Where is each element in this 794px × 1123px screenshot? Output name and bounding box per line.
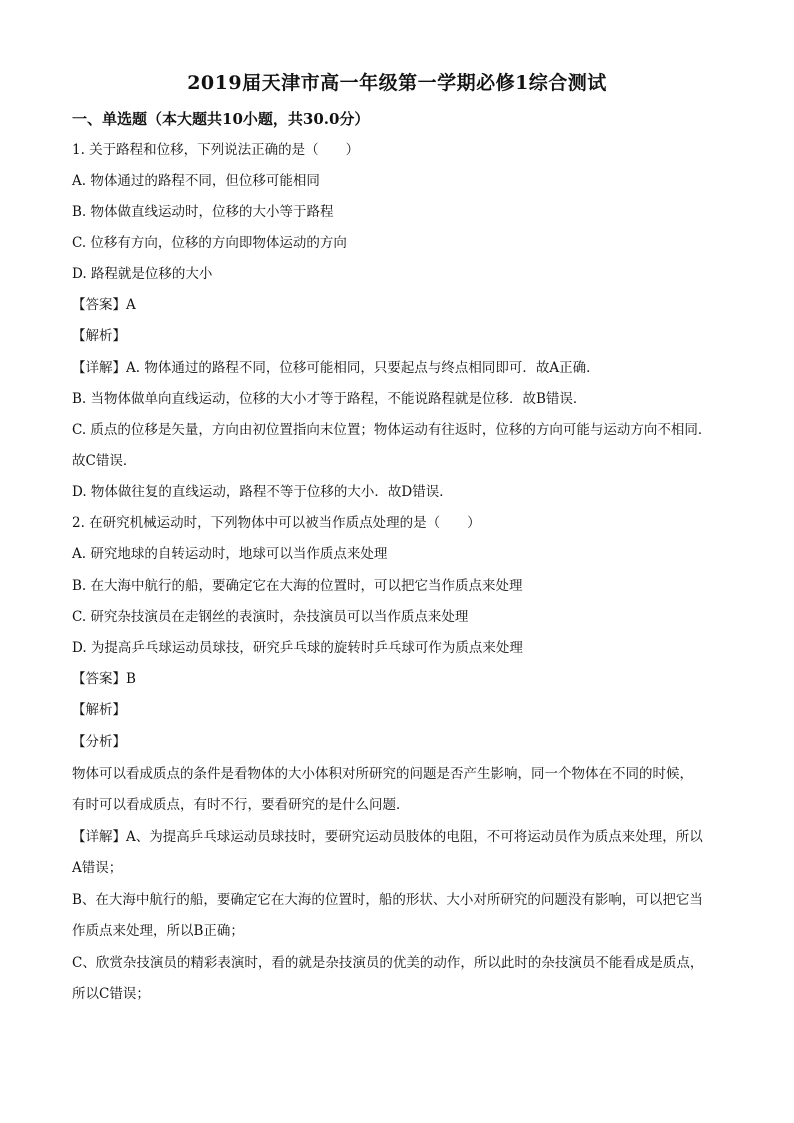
question-2-detail-b-cont: 作质点来处理，所以B正确；	[72, 923, 244, 939]
question-2-detail-a: 【详解】A、为提高乒乓球运动员球技时，要研究运动员肢体的电阻，不可将运动员作为质点来处理，所以	[72, 829, 703, 845]
question-2-reasoning-1: 物体可以看成质点的条件是看物体的大小体积对所研究的问题是否产生影响，同一个物体在不同的时候，	[72, 766, 693, 782]
question-1-option-b: B. 物体做直线运动时，位移的大小等于路程	[72, 204, 334, 220]
section-heading: 一、单选题（本大题共10小题，共30.0分）	[72, 110, 370, 128]
question-2-option-a: A. 研究地球的自转运动时，地球可以当作质点来处理	[72, 546, 388, 562]
question-1-option-d: D. 路程就是位移的大小	[72, 266, 213, 282]
question-2-option-c: C. 研究杂技演员在走钢丝的表演时，杂技演员可以当作质点来处理	[72, 609, 469, 625]
question-2-option-b: B. 在大海中航行的船，要确定它在大海的位置时，可以把它当作质点来处理	[72, 578, 523, 594]
question-1-detail-c: C. 质点的位移是矢量，方向由初位置指向末位置；物体运动有往返时，位移的方向可能与运动方向不相同．	[72, 422, 712, 438]
question-2-detail-b: B、在大海中航行的船，要确定它在大海的位置时，船的形状、大小对所研究的问题没有影响，可以把它当	[72, 892, 703, 908]
question-1-detail-a: 【详解】A. 物体通过的路程不同，位移可能相同，只要起点与终点相同即可．故A正确．	[72, 360, 600, 376]
question-2-detail-a-cont: A错误；	[72, 860, 123, 876]
question-1-answer: 【答案】A	[72, 297, 136, 313]
question-1-detail-b: B. 当物体做单向直线运动，位移的大小才等于路程，不能说路程就是位移．故B错误．	[72, 391, 587, 407]
question-2-analysis-label: 【解析】	[72, 702, 126, 718]
document-title: 2019届天津市高一年级第一学期必修1综合测试	[187, 72, 607, 94]
question-2-answer: 【答案】B	[72, 671, 136, 687]
question-1-detail-c-cont: 故C错误．	[72, 453, 137, 469]
question-2-detail-c-cont: 所以C错误；	[72, 986, 150, 1002]
question-2-reasoning-label: 【分析】	[72, 734, 126, 750]
question-2-reasoning-2: 有时可以看成质点，有时不行，要看研究的是什么问题．	[72, 797, 410, 813]
question-1-option-c: C. 位移有方向，位移的方向即物体运动的方向	[72, 235, 347, 251]
question-1-stem: 1. 关于路程和位移，下列说法正确的是（ ）	[72, 142, 360, 158]
question-2-stem: 2. 在研究机械运动时，下列物体中可以被当作质点处理的是（ ）	[72, 515, 481, 531]
question-1-detail-d: D. 物体做往复的直线运动，路程不等于位移的大小．故D错误．	[72, 484, 453, 500]
question-2-detail-c: C、欣赏杂技演员的精彩表演时，看的就是杂技演员的优美的动作，所以此时的杂技演员不能看成是质点，	[72, 955, 704, 971]
question-1-analysis-label: 【解析】	[72, 328, 126, 344]
question-1-option-a: A. 物体通过的路程不同，但位移可能相同	[72, 173, 320, 189]
question-2-option-d: D. 为提高乒乓球运动员球技，研究乒乓球的旋转时乒乓球可作为质点来处理	[72, 640, 523, 656]
